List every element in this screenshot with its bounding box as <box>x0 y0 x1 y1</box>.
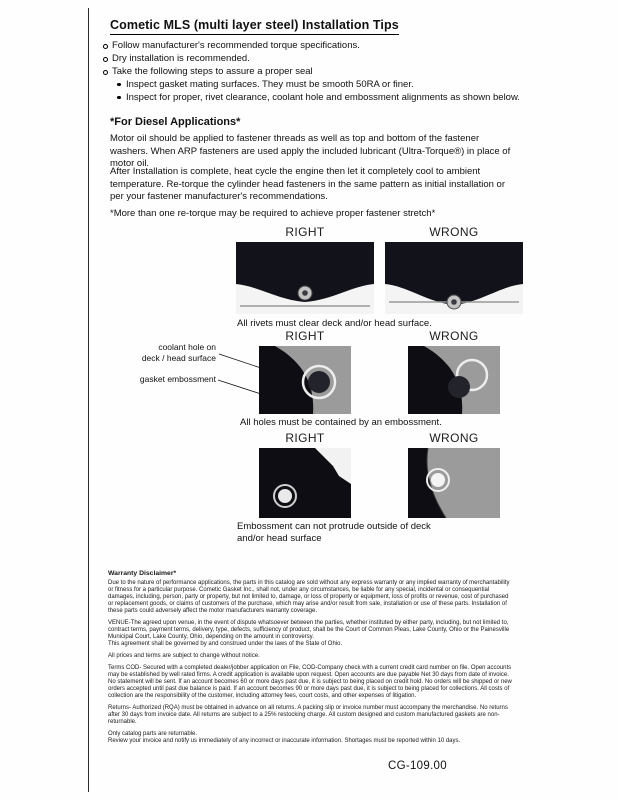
embossment-caption <box>237 521 431 544</box>
tip-torque-specs: Follow manufacturer's recommended torque specifications. <box>112 39 552 52</box>
review-invoice-line: Review your invoice and notify us immediately of any incorrect or inaccurate information. Shortages must be reported within 10 days. <box>108 738 461 744</box>
page-number: CG-109.00 <box>388 760 447 772</box>
warranty-heading: Warranty Disclaimer* <box>108 570 177 577</box>
venue-paragraph: VENUE-The agreed upon venue, in the event of dispute whatsoever between the parties, whether instituted by either party, including, but not limited to, contract terms, payment terms, delivery, type, defects, sufficiency of product, shall be the Court of Common Pleas, Lake County, Ohio or the Painesville Municipal Court, Lake County, Ohio, depending on the amount in controversy. <box>108 620 510 640</box>
coolant-hole-callout-line2: deck / head surface <box>141 352 216 363</box>
returns-paragraph: Returns- Authorized (RQA) must be obtained in advance on all returns. A packing slip or invoice number must accompany the merchandise. No returns after 30 days from invoice date. All returns are subject to a 25% restocking charge. All custom designed and custom manufactured gaskets are non-returnable. <box>108 705 508 725</box>
holes-right-diagram <box>259 346 351 414</box>
governing-law-line: This agreement shall be governed by and construed under the laws of the State of Ohio. <box>108 641 343 647</box>
tip-proper-seal: Take the following steps to assure a proper seal <box>112 65 552 78</box>
gasket-embossment-callout: gasket embossment <box>139 374 216 384</box>
embossment-leader-line <box>218 380 261 394</box>
bolt-hole-icon <box>431 473 445 487</box>
tip-inspect-alignments: Inspect for proper, rivet clearance, coolant hole and embossment alignments as shown below. <box>126 91 552 104</box>
installation-tips-list <box>112 39 552 104</box>
page-left-border <box>88 8 89 792</box>
page-title: Cometic MLS (multi layer steel) Installation Tips <box>110 18 399 35</box>
row3-right-label: RIGHT <box>285 431 325 445</box>
warranty-paragraph: Due to the nature of performance applications, the parts in this catalog are sold without any express warranty or any implied warranty of merchantability or fitness for a particular purpose. Cometic Gasket Inc., shall not, under any circumstances, be liable for any special, incidental or consequential damages, including, person, party or property, but not limited to, damage, or loss of property or equipment, loss of profits or revenue, cost of purchased or replacement goods, or claims of customers of the purchase, which may arise and/or result from sale, installation or use of these parts. Installation of these parts could adversely affect the motor manufacturers warranty coverage. <box>108 580 510 614</box>
embossment-wrong-diagram <box>408 448 500 518</box>
rivet-wrong-diagram <box>385 242 523 314</box>
callout-leader-lines <box>218 348 262 398</box>
rivet-right-diagram <box>236 242 374 314</box>
coolant-hole-callout <box>110 342 216 363</box>
tip-inspect-surfaces: Inspect gasket mating surfaces. They must be smooth 50RA or finer. <box>126 78 552 91</box>
coolant-hole-icon <box>448 376 470 398</box>
diesel-paragraph-heat-cycle: After Installation is complete, heat cycle the engine then let it completely cool to ambient temperature. Re-torque the cylinder head fasteners in the same pattern as initial installation or per your fastener manufacturer's recommendations. <box>110 166 505 203</box>
row1-right-label: RIGHT <box>285 225 325 239</box>
row1-wrong-label: WRONG <box>429 225 479 239</box>
terms-cod-paragraph: Terms COD- Secured with a completed dealer/jobber application on File, COD-Company check with a current credit card number on file. Open accounts may be established by well rated firms. A credit application is available upon request. Open accounts are due payable Net 30 days from date of invoice. No statement will be sent. If an account becomes 60 or more days past due, it is subject to being placed on credit hold. No orders will be shipped or new orders accepted until past due balance is paid. If an account becomes 90 or more days past due, it is subject to being placed for collections. All costs of collection are the responsibility of the customer, including attorney fees, court costs, and other expenses of litigation. <box>108 665 512 699</box>
row2-wrong-label: WRONG <box>429 329 479 343</box>
embossment-caption-line1: Embossment can not protrude outside of deck <box>237 521 431 532</box>
coolant-hole-leader-line <box>219 354 261 368</box>
coolant-hole-callout-line1: coolant hole on <box>158 342 216 352</box>
rivet-center-icon <box>302 290 308 296</box>
coolant-hole-icon <box>308 371 330 393</box>
rivet-center-icon <box>451 299 457 305</box>
diesel-paragraph-motor-oil: Motor oil should be applied to fastener threads as well as top and bottom of the fastener washers. When ARP fasteners are used apply the included lubricant (Ultra-Torque®) in place of motor oil. <box>110 133 511 170</box>
row2-right-label: RIGHT <box>285 329 325 343</box>
rivet-caption: All rivets must clear deck and/or head surface. <box>237 318 432 329</box>
embossment-right-diagram <box>259 448 351 518</box>
embossment-caption-line2: and/or head surface <box>237 532 322 544</box>
bolt-hole-icon <box>278 489 292 503</box>
warranty-disclaimer-section <box>108 570 514 750</box>
row3-wrong-label: WRONG <box>429 431 479 445</box>
holes-wrong-diagram <box>408 346 500 414</box>
retorque-note: *More than one re-torque may be required to achieve proper fastener stretch* <box>110 208 436 219</box>
diesel-applications-heading: *For Diesel Applications* <box>110 116 241 128</box>
tip-dry-installation: Dry installation is recommended. <box>112 52 552 65</box>
prices-terms-line: All prices and terms are subject to change without notice. <box>108 653 260 659</box>
holes-caption: All holes must be contained by an embossment. <box>240 417 442 428</box>
only-catalog-line: Only catalog parts are returnable. <box>108 731 198 737</box>
